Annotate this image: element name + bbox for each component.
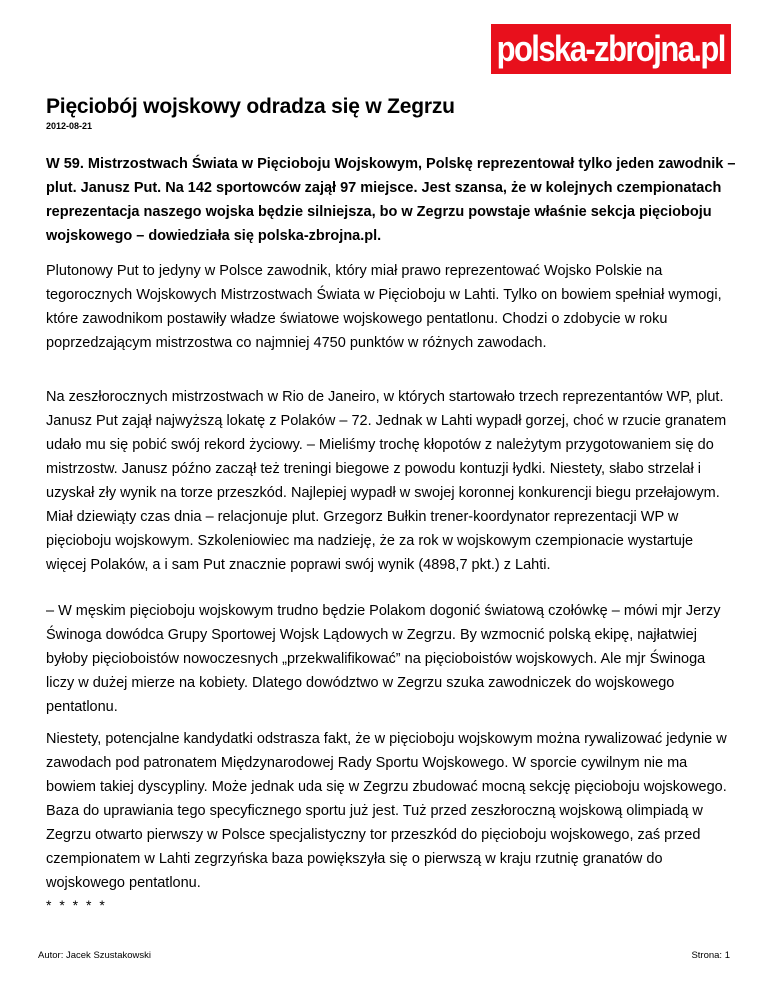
article-paragraph: Niestety, potencjalne kandydatki odstrasza fakt, że w pięcioboju wojskowym można rywalizować jedynie w zawodach pod patronatem Międzynarodowej Rady Sportu Wojskowego. W sporcie cywilnym nie ma bowiem takiej dyscypliny. Może jednak uda się w Zegrzu zbudować mocną sekcję pięcioboju wojskowego. Baza do uprawiania tego specyficznego sportu już jest. Tuż przed zeszłoroczną wojskową olimpiadą w Zegrzu otwarto pierwszy w Polsce specjalistyczny tor przeszkód do pięcioboju wojskowego, zaś przed czempionatem w Lahti zegrzyńska baza powiększyła się o pierwszą w kraju rzutnię granatów do wojskowego pentatlonu. [46,731,727,891]
footer-author: Autor: Jacek Szustakowski [38,950,151,961]
article-date: 2012-08-21 [46,121,93,131]
site-logo-text: polska-zbrojna.pl [496,28,726,69]
article-paragraph: Na zeszłorocznych mistrzostwach w Rio de Janeiro, w których startowało trzech reprezentantów WP, plut. Janusz Put zajął najwyższą lokatę z Polaków – 72. Jednak w Lahti wypadł gorzej, choć w rzucie granatem udało mu się pobić swój rekord życiowy. – Mieliśmy trochę kłopotów z należytym przygotowaniem się do mistrzostw. Janusz późno zaczął też treningi biegowe z powodu kontuzji łydki. Niestety, słabo strzelał i uzyskał zły wynik na torze przeszkód. Najlepiej wypadł w swojej koronnej konkurencji biegu przełajowym. Miał dziewiąty czas dnia – relacjonuje plut. Grzegorz Bułkin trener-koordynator reprezentacji WP w pięcioboju wojskowym. Szkoleniowiec ma nadzieję, że za rok w wojskowym czempionacie wystartuje więcej Polaków, a i sam Put znacznie poprawi swój wynik (4898,7 pkt.) z Lahti. [46,389,727,573]
article-paragraph: – W męskim pięcioboju wojskowym trudno będzie Polakom dogonić światową czołówkę – mówi mjr Jerzy Świnoga dowódca Grupy Sportowej Wojsk Lądowych w Zegrzu. By wzmocnić polską ekipę, najłatwiej byłoby pięcioboistów nowoczesnych „przekwalifikować” na pięcioboistów wojskowych. Ale mjr Świnoga liczy w dużej mierze na kobiety. Dlatego dowództwo w Zegrzu szuka zawodniczek do wojskowego pentatlonu. [46,603,721,715]
section-separator: * * * * * [46,897,107,913]
site-logo [491,24,731,74]
article-title: Pięciobój wojskowy odradza się w Zegrzu [46,95,455,118]
article-lead: W 59. Mistrzostwach Świata w Pięcioboju Wojskowym, Polskę reprezentował tylko jeden zawodnik – plut. Janusz Put. Na 142 sportowców zajął 97 miejsce. Jest szansa, że w kolejnych czempionatach reprezentacja naszego wojska będzie silniejsza, bo w Zegrzu powstaje właśnie sekcja pięcioboju wojskowego – dowiedziała się polska-zbrojna.pl. [46,156,736,244]
article-paragraph: Plutonowy Put to jedyny w Polsce zawodnik, który miał prawo reprezentować Wojsko Polskie na tegorocznych Wojskowych Mistrzostwach Świata w Pięcioboju w Lahti. Tylko on bowiem spełniał wymogi, które zawodnikom postawiły władze światowe wojskowego pentatlonu. Chodzi o zdobycie w roku poprzedzającym mistrzostwa co najmniej 4750 punktów w różnych zawodach. [46,263,722,351]
footer-page-number: Strona: 1 [691,950,730,961]
